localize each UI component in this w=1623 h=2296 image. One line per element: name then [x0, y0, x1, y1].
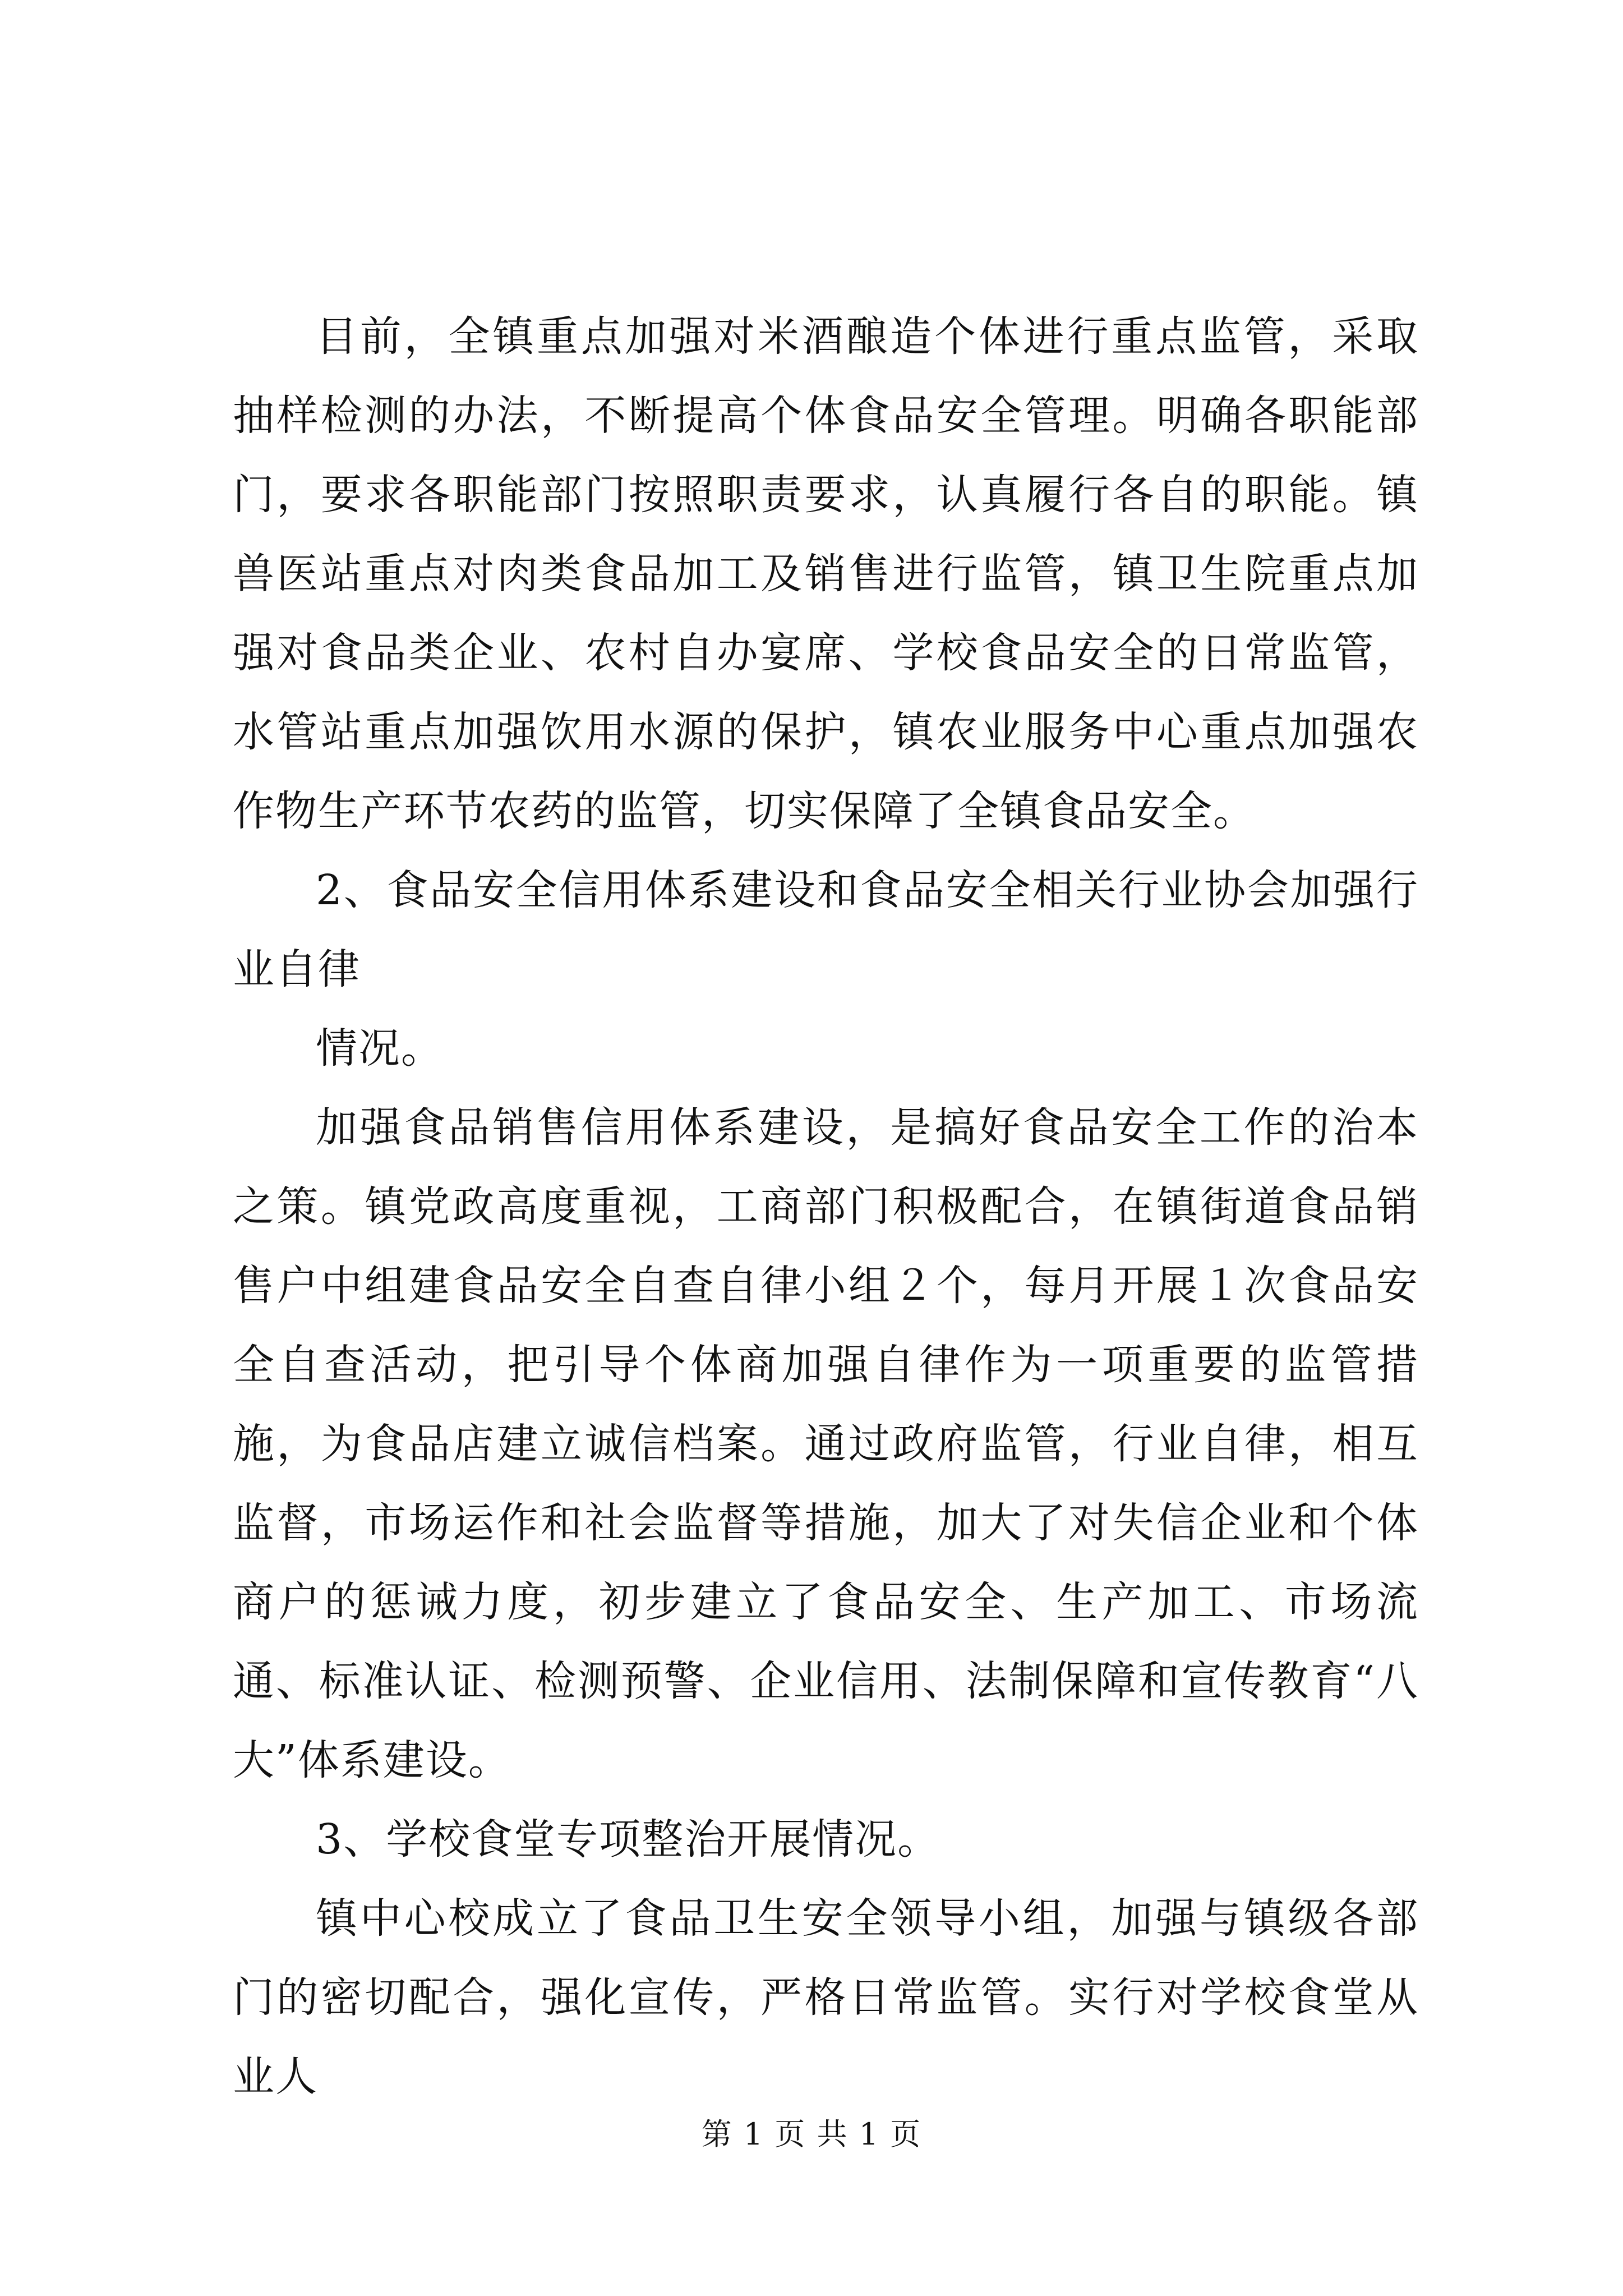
paragraph-school-canteen: 镇中心校成立了食品卫生安全领导小组，加强与镇级各部门的密切配合，强化宣传，严格日常监管。实行对学校食堂从业人: [233, 1894, 1419, 2101]
heading-school-canteen: 3、学校食堂专项整治开展情况。: [316, 1815, 940, 1864]
document-body: [233, 297, 1419, 2116]
paragraph-credit-system: 加强食品销售信用体系建设，是搞好食品安全工作的治本之策。镇党政高度重视，工商部门积极配合，在镇街道食品销售户中组建食品安全自查自律小组２个，每月开展１次食品安全自查活动，把引导个体商加强自律作为一项重要的监管措施，为食品店建立诚信档案。通过政府监管，行业自律，相互监督，市场运作和社会监督等措施，加大了对失信企业和个体商户的惩诫力度，初步建立了食品安全、生产加工、市场流通、标准认证、检测预警、企业信用、法制保障和宣传教育“八大”体系建设。: [233, 1103, 1419, 1784]
heading-credit-system-continuation: 情况。: [316, 1024, 444, 1073]
paragraph-supervision: 目前，全镇重点加强对米酒酿造个体进行重点监管，采取抽样检测的办法，不断提高个体食品安全管理。明确各职能部门，要求各职能部门按照职责要求，认真履行各自的职能。镇兽医站重点对肉类食品加工及销售进行监管，镇卫生院重点加强对食品类企业、农村自办宴席、学校食品安全的日常监管，水管站重点加强饮用水源的保护，镇农业服务中心重点加强农作物生产环节农药的监管，切实保障了全镇食品安全。: [233, 312, 1419, 835]
heading-credit-system: 2、食品安全信用体系建设和食品安全相关行业协会加强行业自律: [233, 866, 1419, 993]
page-footer: 第 1 页 共 1 页: [701, 2116, 922, 2152]
